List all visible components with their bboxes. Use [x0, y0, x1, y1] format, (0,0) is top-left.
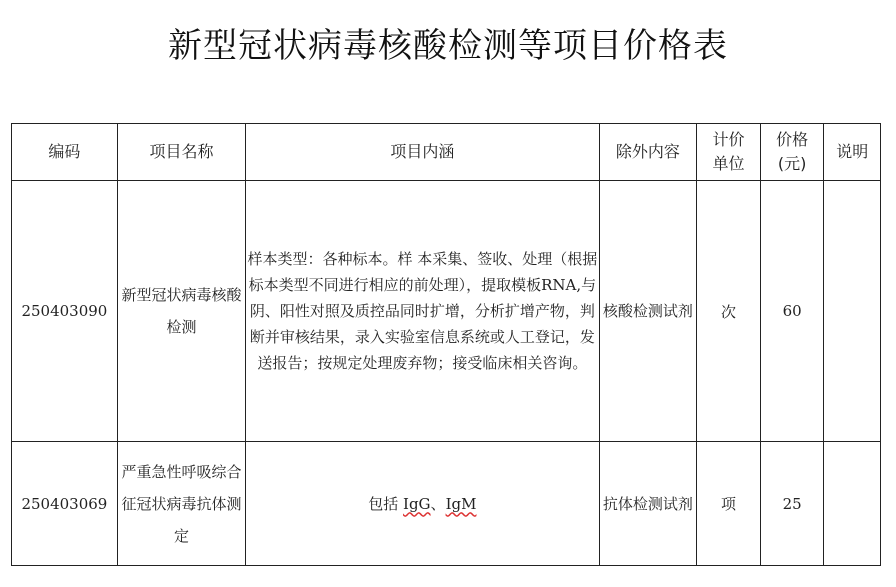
- cell-unit: 项: [697, 442, 761, 566]
- cell-unit: 次: [697, 181, 761, 442]
- cell-content: 样本类型：各种标本。样 本采集、签收、处理（根据标本类型不同进行相应的前处理），提取模板RNA,与阴、阳性对照及质控品同时扩增，分析扩增产物，判断并审核结果，录入实验室信息系统或人工登记，发送报告；按规定处理废弃物；接受临床相关咨询。: [246, 181, 599, 442]
- cell-price: 25: [760, 442, 824, 566]
- term-igm: IgM: [445, 494, 477, 513]
- cell-code: 250403069: [12, 442, 118, 566]
- cell-content: [246, 442, 599, 566]
- cell-exclusions: 抗体检测试剂: [599, 442, 697, 566]
- cell-exclusions: 核酸检测试剂: [599, 181, 697, 442]
- header-price-line1: 价格: [776, 130, 809, 149]
- header-content: 项目内涵: [246, 124, 599, 181]
- cell-code: 250403090: [12, 181, 118, 442]
- header-note: 说明: [824, 124, 881, 181]
- header-name: 项目名称: [117, 124, 245, 181]
- term-igg: IgG: [403, 494, 431, 513]
- header-unit-line2: 单位: [712, 154, 745, 173]
- header-unit: [697, 124, 761, 181]
- price-table: [11, 123, 881, 566]
- content-prefix: 包括: [368, 494, 404, 513]
- header-code: 编码: [12, 124, 118, 181]
- cell-note: [824, 442, 881, 566]
- cell-note: [824, 181, 881, 442]
- content-separator: 、: [430, 494, 446, 513]
- table-header-row: [12, 124, 881, 181]
- table-row: [12, 442, 881, 566]
- cell-name: 严重急性呼吸综合征冠状病毒抗体测定: [117, 442, 245, 566]
- cell-price: 60: [760, 181, 824, 442]
- header-unit-line1: 计价: [712, 130, 745, 149]
- header-price: [760, 124, 824, 181]
- table-row: [12, 181, 881, 442]
- page-title: 新型冠状病毒核酸检测等项目价格表: [168, 26, 728, 66]
- header-price-line2: (元): [777, 154, 807, 173]
- cell-name: 新型冠状病毒核酸检测: [117, 181, 245, 442]
- header-exclusions: 除外内容: [599, 124, 697, 181]
